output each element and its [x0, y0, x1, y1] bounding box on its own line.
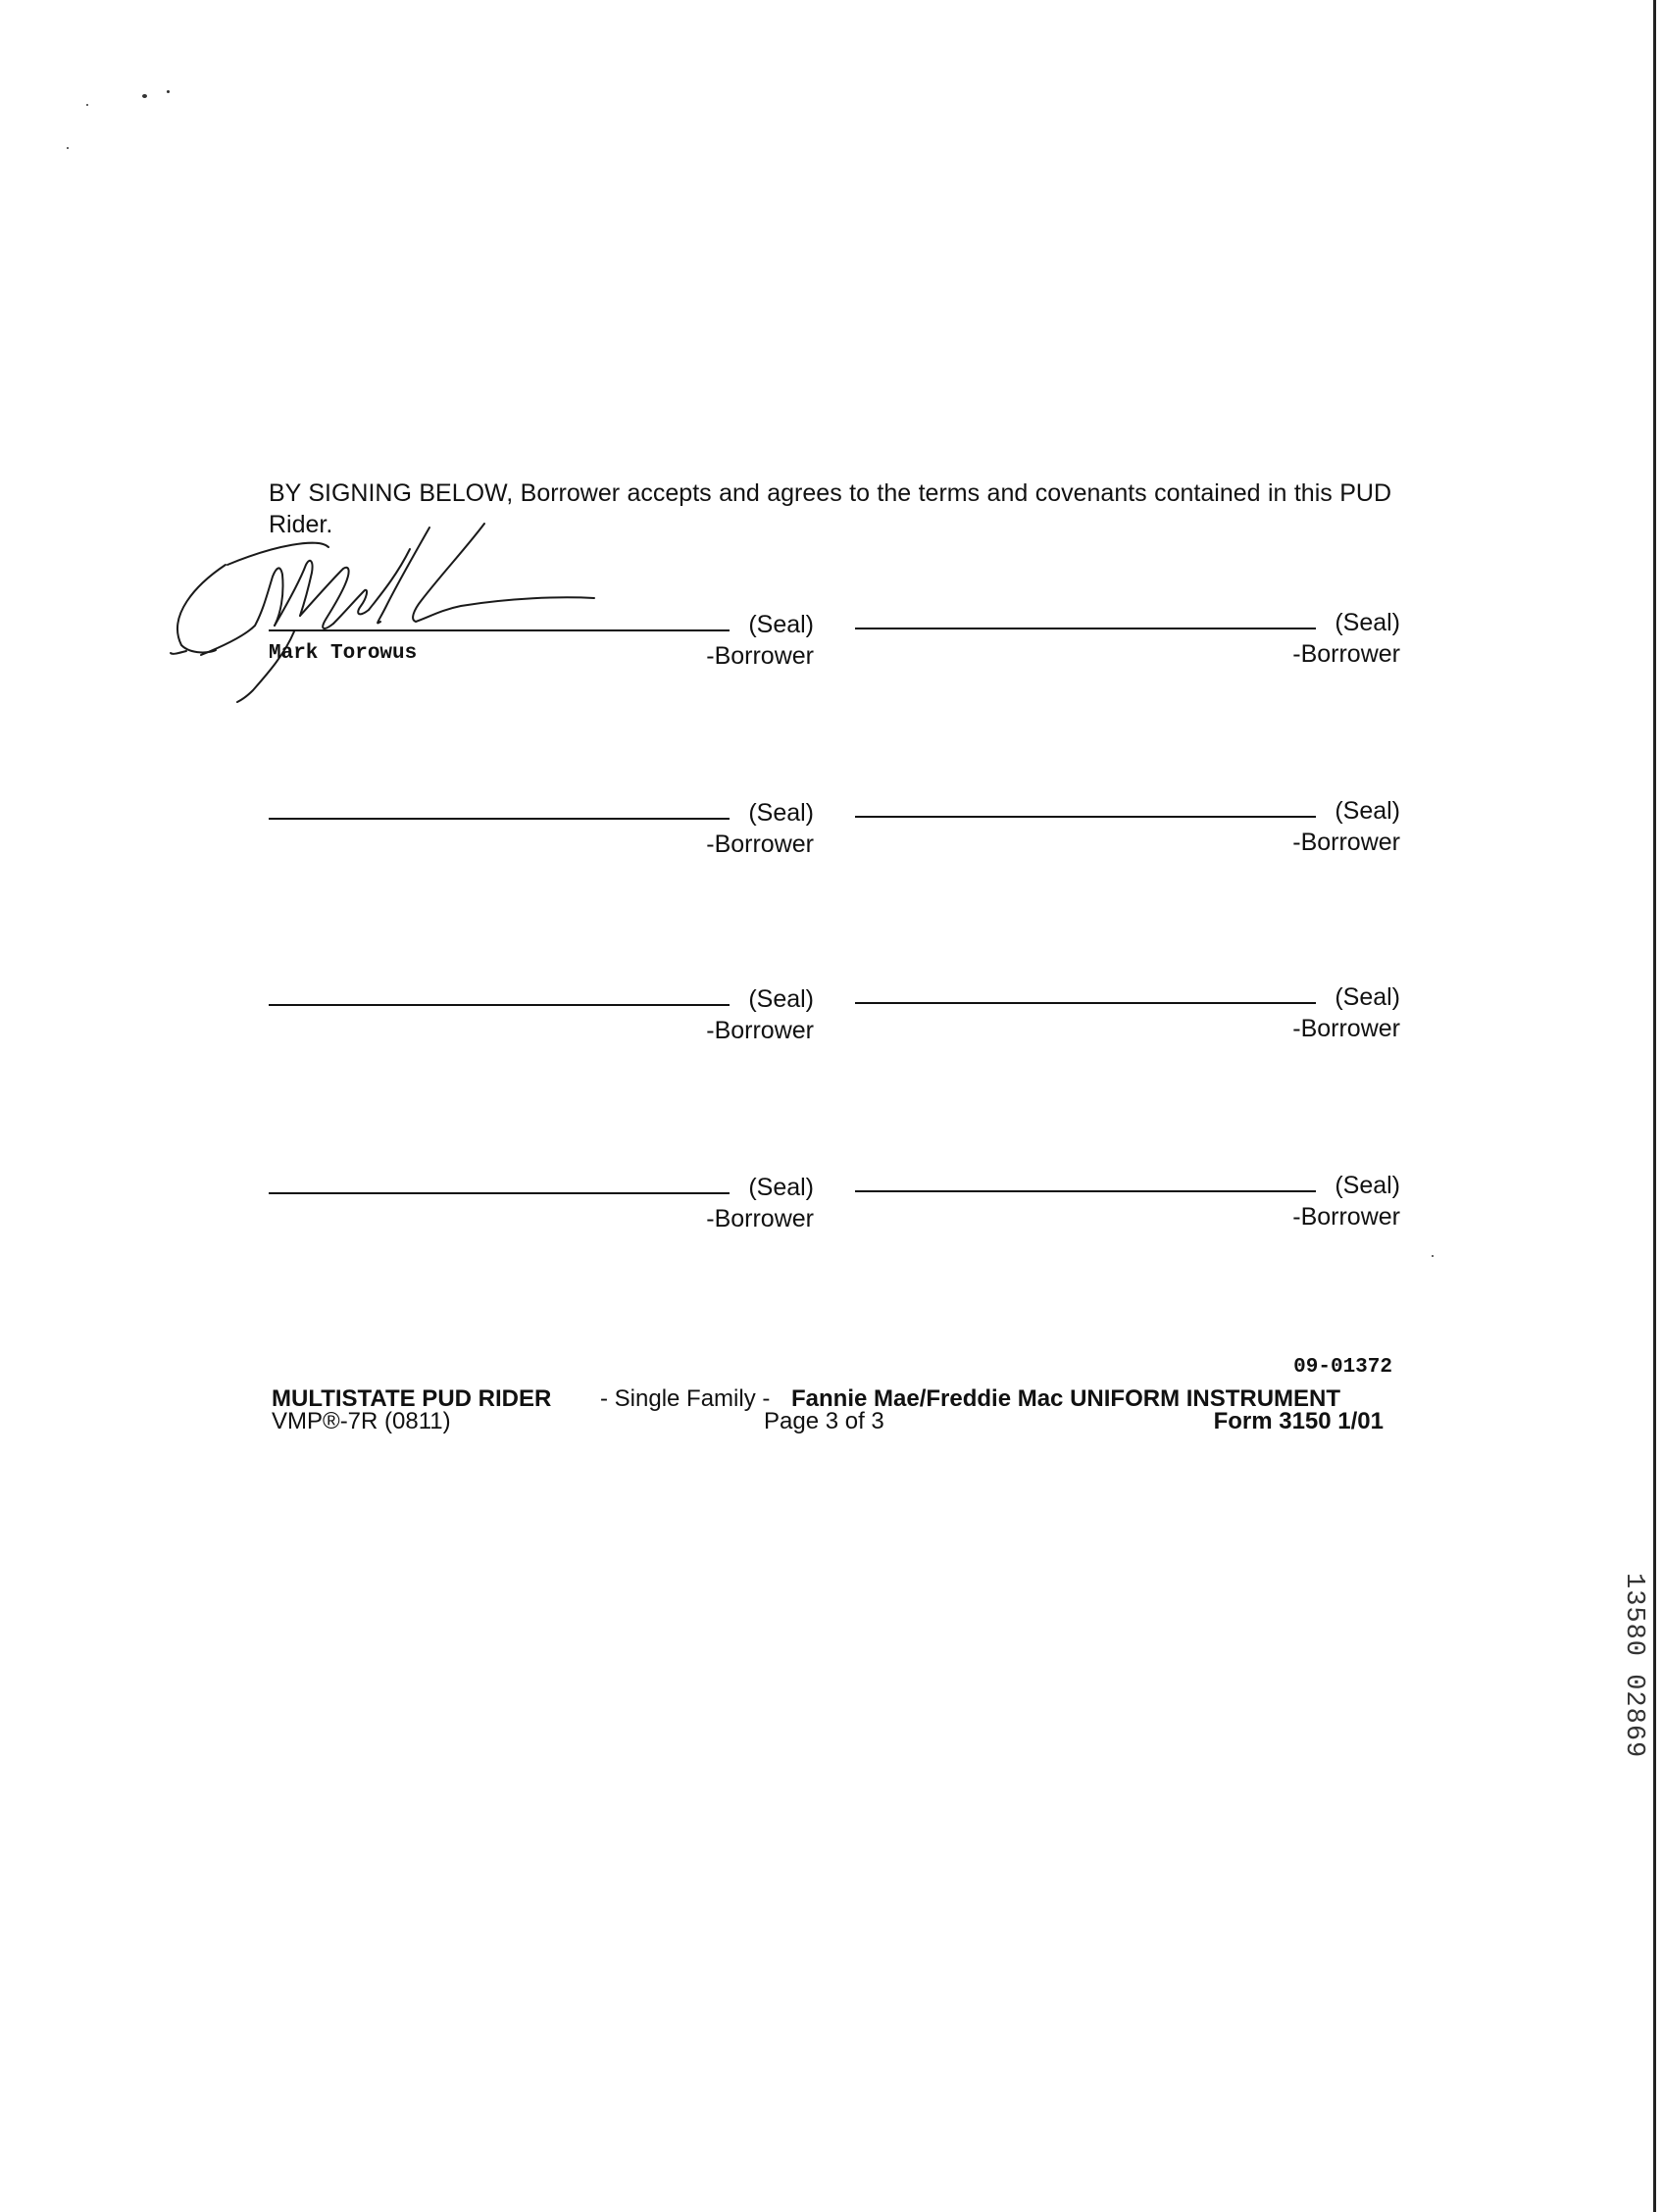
seal-label: (Seal)	[1335, 609, 1400, 636]
seal-label: (Seal)	[1335, 797, 1400, 825]
signature-block	[269, 1163, 814, 1232]
signature-block	[855, 786, 1400, 855]
signature-line	[855, 816, 1316, 818]
borrower-label: -Borrower	[706, 642, 814, 670]
signature-block	[855, 973, 1400, 1041]
form-title-suffix: - Single Family -	[600, 1385, 771, 1412]
form-title: MULTISTATE PUD RIDER	[272, 1385, 552, 1412]
seal-label: (Seal)	[748, 985, 814, 1013]
scan-speck	[142, 94, 147, 98]
borrower-label: -Borrower	[706, 1017, 814, 1044]
signature-line	[855, 1190, 1316, 1192]
signature-line	[269, 629, 730, 631]
signature-block	[269, 600, 814, 669]
seal-label: (Seal)	[1335, 1172, 1400, 1199]
scan-speck	[167, 90, 170, 93]
form-code: VMP®-7R (0811)	[272, 1408, 451, 1434]
scan-speck	[67, 147, 69, 149]
signature-block	[269, 788, 814, 857]
page-edge-shadow	[1653, 0, 1656, 2212]
signature-line	[269, 818, 730, 820]
signature-block	[269, 975, 814, 1043]
scan-speck	[86, 104, 88, 106]
page-number: Page 3 of 3	[764, 1408, 884, 1434]
borrower-label: -Borrower	[1292, 1203, 1400, 1231]
signature-line	[269, 1192, 730, 1194]
seal-label: (Seal)	[1335, 983, 1400, 1011]
seal-label: (Seal)	[748, 1174, 814, 1201]
borrower-label: -Borrower	[1292, 640, 1400, 668]
seal-label: (Seal)	[748, 611, 814, 638]
signature-block	[855, 598, 1400, 667]
seal-label: (Seal)	[748, 799, 814, 827]
signature-line	[855, 1002, 1316, 1004]
borrower-label: -Borrower	[1292, 1015, 1400, 1042]
borrower-label: -Borrower	[706, 830, 814, 858]
signature-line	[269, 1004, 730, 1006]
instrument-name: Fannie Mae/Freddie Mac UNIFORM INSTRUMENT	[791, 1385, 1341, 1412]
signature-block	[855, 1161, 1400, 1230]
form-number: Form 3150 1/01	[1213, 1408, 1384, 1434]
recording-stamp-number: 13580 02869	[1619, 1573, 1648, 1759]
scan-speck	[1432, 1255, 1434, 1257]
agreement-statement: BY SIGNING BELOW, Borrower accepts and agrees to the terms and covenants contained in this PUD Rider.	[269, 479, 1391, 538]
loan-number: 09-01372	[1293, 1356, 1392, 1379]
recording-stamp	[1620, 1573, 1649, 1837]
borrower-label: -Borrower	[706, 1205, 814, 1232]
signer-printed-name: Mark Torowus	[269, 642, 418, 665]
borrower-label: -Borrower	[1292, 829, 1400, 856]
signature-line	[855, 628, 1316, 629]
